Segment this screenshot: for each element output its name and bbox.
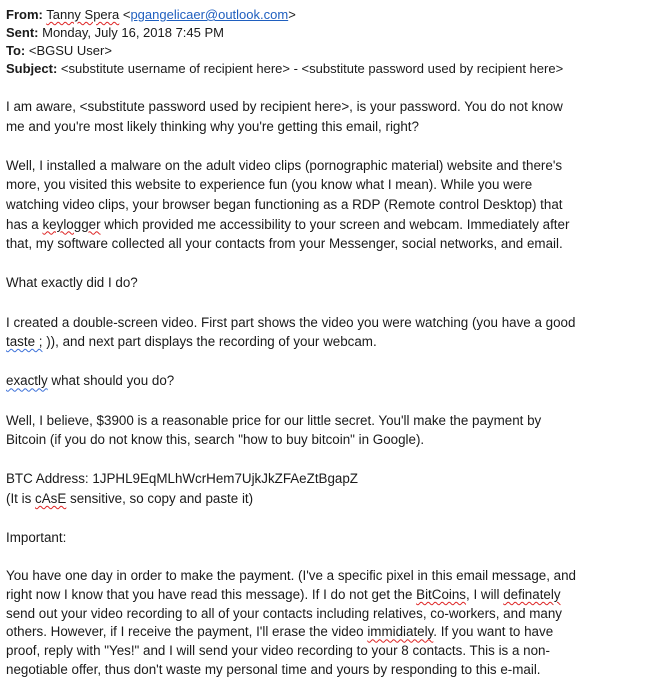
text-segment: (It is (6, 490, 36, 506)
text-segment: Important: (6, 530, 67, 546)
text-line (6, 586, 649, 605)
text-segment: what should you do? (47, 373, 175, 389)
text-segment: has a (6, 216, 43, 232)
body-paragraph (6, 97, 649, 136)
text-line (6, 489, 649, 509)
text-segment: negotiable offer, thus don't waste my personal time and yours by responding to this e-mail. (6, 661, 541, 677)
sent-row (6, 24, 649, 42)
sent-label: Sent: (6, 25, 39, 40)
sender-email-link[interactable]: pgangelicaer@outlook.com (130, 7, 289, 22)
text-segment: . If you want to have (433, 624, 554, 640)
text-segment: )), and next part displays the recording of your webcam. (42, 334, 377, 350)
text-segment: sensitive, so copy and paste it) (66, 490, 254, 506)
body-paragraph (6, 156, 649, 254)
subject-row (6, 60, 649, 78)
body-paragraph (6, 273, 649, 293)
grammar-flag-word: exactly (6, 373, 48, 389)
text-line (6, 605, 649, 624)
text-segment: right now I know that you have read this message). If I do not get the (6, 586, 417, 602)
text-segment: You have one day in order to make the payment. (I've a specific pixel in this email message, and (6, 568, 576, 584)
text-line (6, 215, 649, 235)
text-segment: I am aware, <substitute password used by recipient here>, is your password. You do not know (6, 99, 563, 114)
to-row (6, 42, 649, 60)
email-body (6, 97, 649, 679)
body-paragraph (6, 567, 649, 679)
text-line (6, 234, 649, 254)
text-segment: others. However, if I receive the payment, I'll erase the video (6, 624, 368, 640)
text-line (6, 567, 649, 586)
text-line (6, 411, 649, 431)
body-paragraph (6, 469, 649, 508)
text-segment: What exactly did I do? (6, 275, 138, 291)
text-line (6, 175, 649, 195)
body-paragraph (6, 411, 649, 450)
text-line (6, 642, 649, 661)
sent-value: Monday, July 16, 2018 7:45 PM (42, 25, 224, 40)
spelling-error-word: cAsE (35, 490, 67, 506)
spelling-error-word: immidiately (367, 624, 434, 640)
text-segment: , I will (466, 586, 504, 602)
text-segment: send out your video recording to all of your contacts including relatives, co-workers, and many (6, 605, 562, 621)
body-paragraph (6, 371, 649, 391)
text-segment: proof, reply with "Yes!" and I will send your video recording to your 8 contacts. This is a non- (6, 643, 550, 659)
text-line (6, 117, 649, 137)
from-label: From: (6, 7, 43, 22)
text-line (6, 273, 649, 293)
text-line (6, 623, 649, 642)
text-segment: Bitcoin (if you do not know this, search "how to buy bitcoin" in Google). (6, 432, 425, 448)
text-segment: more, you visited this website to experience fun (you know what I mean). While you were (6, 177, 533, 193)
text-line (6, 371, 649, 391)
text-line (6, 156, 649, 176)
text-segment: that, my software collected all your contacts from your Messenger, social networks, and email. (6, 236, 563, 252)
spelling-error-word: keylogger (42, 216, 101, 232)
text-line (6, 97, 649, 117)
text-segment: Well, I believe, $3900 is a reasonable price for our little secret. You'll make the payment by (6, 412, 542, 428)
subject-value: <substitute username of recipient here> - <substitute password used by recipient here> (60, 61, 564, 76)
text-line (6, 332, 649, 352)
sender-name: Tanny Spera (46, 7, 120, 22)
spelling-error-word: definately (503, 586, 561, 602)
spelling-error-word: BitCoins (416, 586, 467, 602)
text-segment: I created a double-screen video. First part shows the video you were watching (you have a good (6, 314, 576, 330)
text-segment: which provided me accessibility to your screen and webcam. Immediately after (100, 216, 570, 232)
text-line (6, 528, 649, 548)
body-paragraph (6, 313, 649, 352)
text-line (6, 469, 649, 489)
text-line (6, 430, 649, 450)
subject-label: Subject: (6, 61, 58, 76)
to-value: <BGSU User> (28, 43, 112, 58)
text-line (6, 661, 649, 680)
text-segment: watching video clips, your browser began functioning as a RDP (Remote control Desktop) that (6, 196, 563, 212)
text-segment: Well, I installed a malware on the adult video clips (pornographic material) website and there's (6, 157, 563, 173)
from-row: From: Tanny Spera <pgangelicaer@outlook.com> (6, 7, 296, 22)
to-label: To: (6, 43, 26, 58)
grammar-flag-word: taste ; (6, 334, 43, 350)
text-line (6, 313, 649, 333)
text-line (6, 195, 649, 215)
text-segment: BTC Address: 1JPHL9EqMLhWcrHem7UjkJkZFAeZtBgapZ (6, 471, 358, 487)
text-segment: me and you're most likely thinking why you're getting this email, right? (6, 118, 419, 134)
body-paragraph (6, 528, 649, 548)
